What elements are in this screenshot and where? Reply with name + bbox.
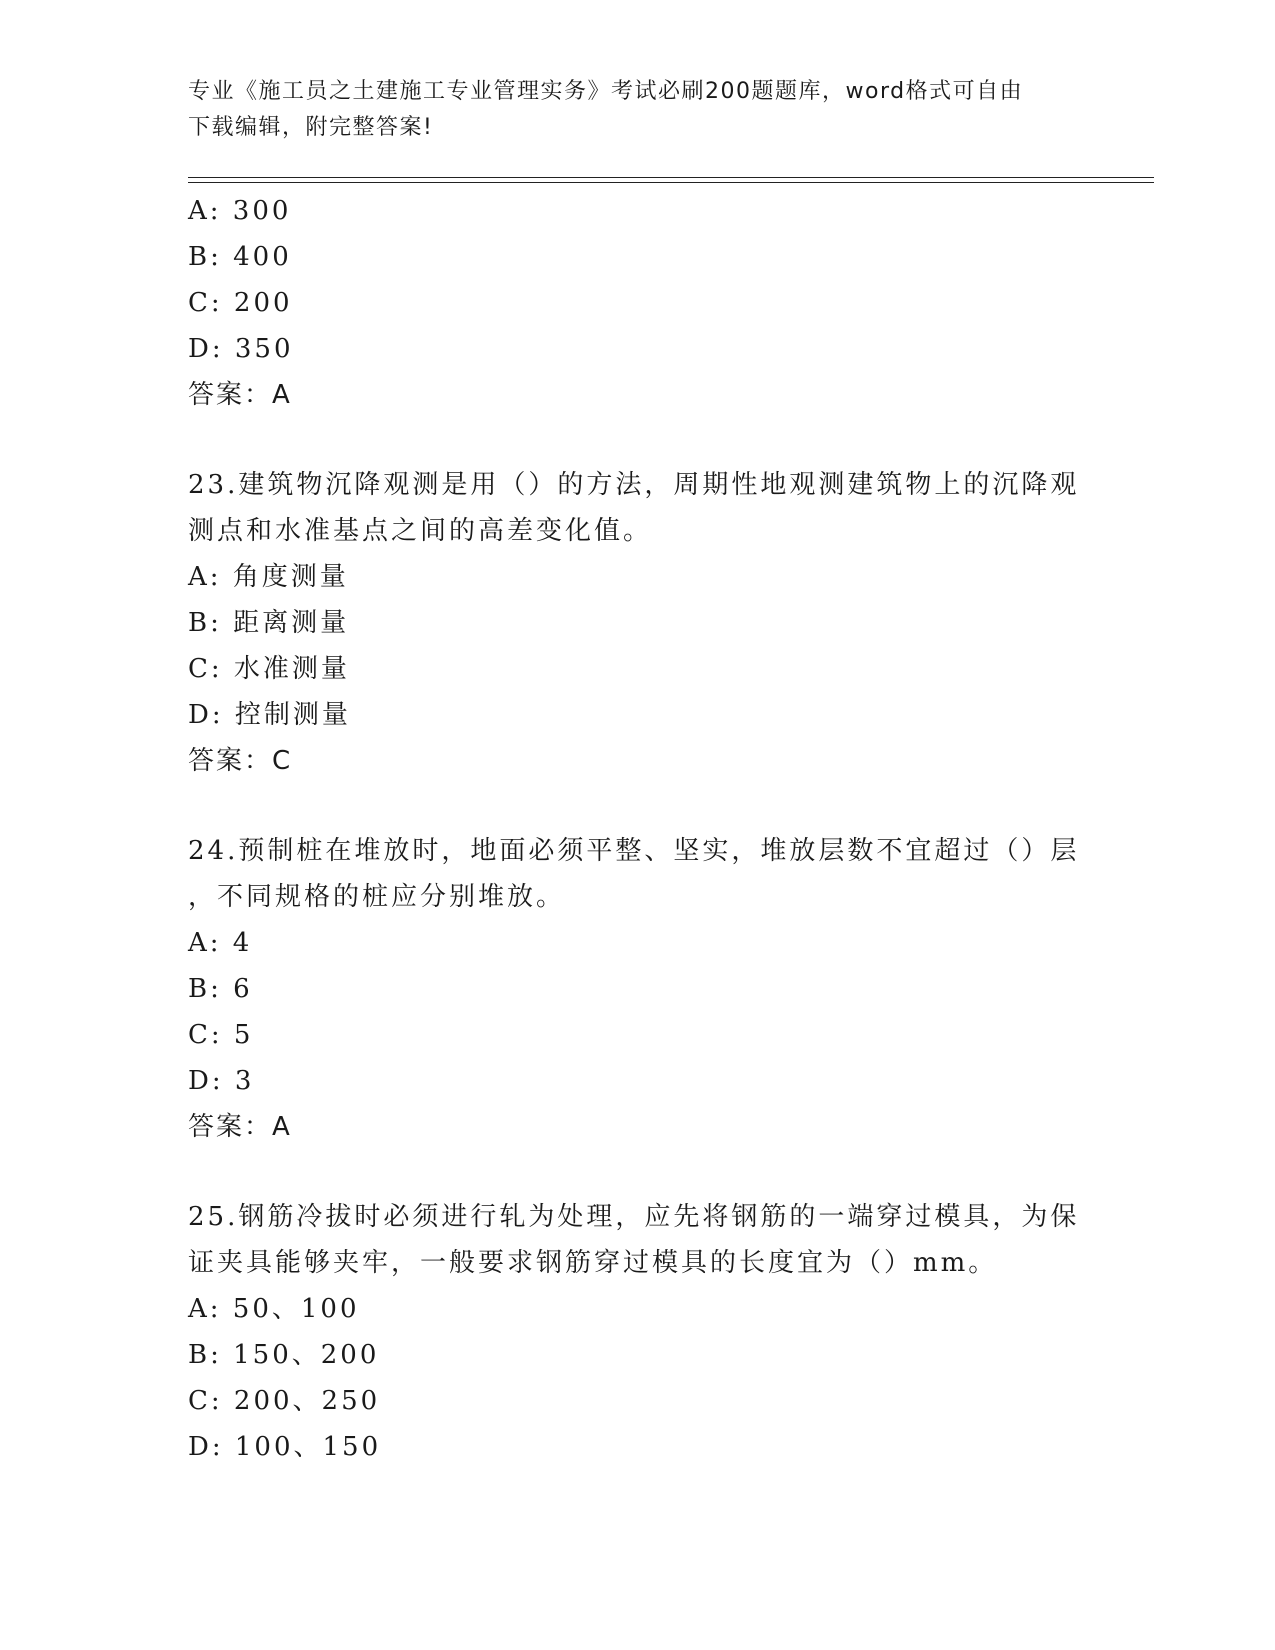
header-rule-bottom xyxy=(188,182,1154,183)
option-a: A: 4 xyxy=(188,928,253,958)
header-title-line-2: 下载编辑，附完整答案! xyxy=(188,115,434,140)
option-b: B: 6 xyxy=(188,974,253,1004)
option-b: B: 距离测量 xyxy=(188,608,350,638)
option-d: D: 3 xyxy=(188,1066,255,1096)
header-title-line-1: 专业《施工员之土建施工专业管理实务》考试必刷200题题库，word格式可自由 xyxy=(188,79,1024,104)
question-stem-line-1: 25.钢筋冷拔时必须进行轧为处理，应先将钢筋的一端穿过模具，为保 xyxy=(188,1202,1080,1232)
option-a: A: 角度测量 xyxy=(188,562,349,592)
option-b: B: 400 xyxy=(188,242,292,272)
document-header xyxy=(188,74,1088,146)
answer-line: 答案：C xyxy=(188,746,293,776)
question-24 xyxy=(188,828,1088,1150)
question-23 xyxy=(188,462,1088,784)
option-c: C: 5 xyxy=(188,1020,254,1050)
answer-line: 答案：A xyxy=(188,380,292,410)
spacer xyxy=(188,418,1088,462)
question-stem-line-2: ，不同规格的桩应分别堆放。 xyxy=(188,882,566,912)
question-stem-line-2: 测点和水准基点之间的高差变化值。 xyxy=(188,516,653,546)
option-c: C: 200 xyxy=(188,288,293,318)
option-d: D: 控制测量 xyxy=(188,700,351,730)
spacer xyxy=(188,1150,1088,1194)
option-a: A: 50、100 xyxy=(188,1294,360,1324)
spacer xyxy=(188,784,1088,828)
option-b: B: 150、200 xyxy=(188,1340,380,1370)
question-stem-line-1: 24.预制桩在堆放时，地面必须平整、坚实，堆放层数不宜超过（）层 xyxy=(188,836,1080,866)
option-d: D: 100、150 xyxy=(188,1432,382,1462)
question-22 xyxy=(188,188,1088,418)
header-rule-top xyxy=(188,177,1154,178)
answer-line: 答案：A xyxy=(188,1112,292,1142)
question-list xyxy=(188,188,1088,1470)
option-c: C: 水准测量 xyxy=(188,654,350,684)
question-stem-line-1: 23.建筑物沉降观测是用（）的方法，周期性地观测建筑物上的沉降观 xyxy=(188,470,1080,500)
question-25 xyxy=(188,1194,1088,1470)
option-a: A: 300 xyxy=(188,196,292,226)
question-stem-line-2: 证夹具能够夹牢，一般要求钢筋穿过模具的长度宜为（）mm。 xyxy=(188,1248,998,1278)
option-c: C: 200、250 xyxy=(188,1386,381,1416)
option-d: D: 350 xyxy=(188,334,294,364)
